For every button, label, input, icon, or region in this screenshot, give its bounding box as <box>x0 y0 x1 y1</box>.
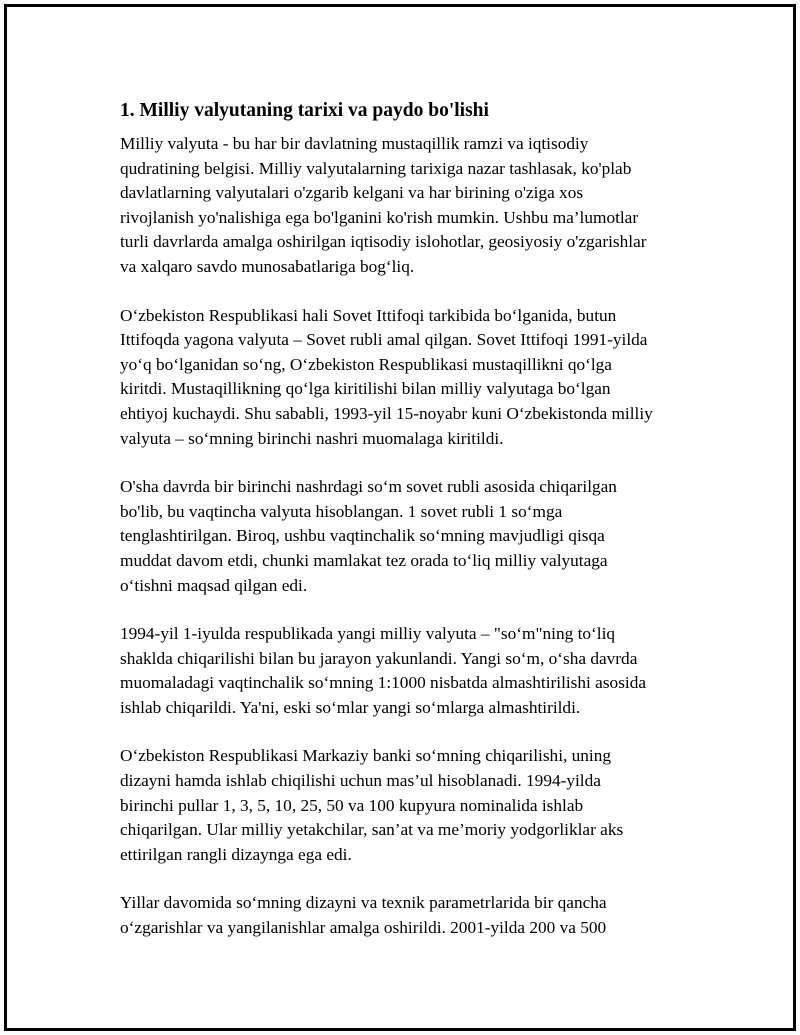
text-line: O‘zbekiston Respublikasi hali Sovet Ittifoqi tarkibida bo‘lganida, butun <box>120 305 617 325</box>
text-line: shaklda chiqarilishi bilan bu jarayon yakunlandi. Yangi so‘m, o‘sha davrda <box>120 648 638 668</box>
text-line: bo'lib, bu vaqtincha valyuta hisoblangan. 1 sovet rubli 1 so‘mga <box>120 501 563 521</box>
text-line: O'sha davrda bir birinchi nashrdagi so‘m sovet rubli asosida chiqarilgan <box>120 477 617 497</box>
text-line: o‘tishni maqsad qilgan edi. <box>120 575 308 595</box>
paragraph-4 <box>120 622 700 720</box>
text-line: ishlab chiqarildi. Ya'ni, eski so‘mlar yangi so‘mlarga almashtirildi. <box>120 697 581 717</box>
paragraph-1 <box>120 132 700 280</box>
text-line: birinchi pullar 1, 3, 5, 10, 25, 50 va 100 kupyura nominalida ishlab <box>120 795 584 815</box>
text-line: turli davrlarda amalga oshirilgan iqtisodiy islohotlar, geosiyosiy o'zgarishlar <box>120 232 647 252</box>
page-frame <box>4 4 796 1031</box>
paragraph-2 <box>120 304 700 452</box>
text-line: dizayni hamda ishlab chiqilishi uchun mas’ul hisoblanadi. 1994-yilda <box>120 771 601 791</box>
text-line: muomaladagi vaqtinchalik so‘mning 1:1000 nisbatda almashtirilishi asosida <box>120 673 647 693</box>
text-line: qudratining belgisi. Milliy valyutalarning tarixiga nazar tashlasak, ko'plab <box>120 158 632 178</box>
text-line: o‘zgarishlar va yangilanishlar amalga oshirildi. 2001-yilda 200 va 500 <box>120 918 607 938</box>
text-line: Milliy valyuta - bu har bir davlatning mustaqillik ramzi va iqtisodiy <box>120 134 589 153</box>
text-line: tenglashtirilgan. Biroq, ushbu vaqtinchalik so‘mning mavjudligi qisqa <box>120 526 605 546</box>
text-line: davlatlarning valyutalari o'zgarib kelgani va har birining o'ziga xos <box>120 183 584 203</box>
text-line: valyuta – so‘mning birinchi nashri muomalaga kiritildi. <box>120 428 504 448</box>
text-line: chiqarilgan. Ular milliy yetakchilar, san’at va me’moriy yodgorliklar aks <box>120 820 624 840</box>
paragraph-6 <box>120 891 700 940</box>
text-line: rivojlanish yo'nalishiga ega bo'lganini ko'rish mumkin. Ushbu ma’lumotlar <box>120 207 639 227</box>
text-line: kiritdi. Mustaqillikning qo‘lga kiritilishi bilan milliy valyutaga bo‘lgan <box>120 379 611 399</box>
text-line: yo‘q bo‘lganidan so‘ng, O‘zbekiston Respublikasi mustaqillikni qo‘lga <box>120 354 612 374</box>
text-line: ehtiyoj kuchaydi. Shu sababli, 1993-yil 15-noyabr kuni O‘zbekistonda milliy <box>120 403 653 423</box>
paragraph-3 <box>120 475 700 598</box>
text-line: ettirilgan rangli dizaynga ega edi. <box>120 844 352 864</box>
text-line: va xalqaro savdo munosabatlariga bog‘liq. <box>120 256 415 276</box>
text-line: muddat davom etdi, chunki mamlakat tez orada to‘liq milliy valyutaga <box>120 550 608 570</box>
text-line: Yillar davomida so‘mning dizayni va texnik parametrlarida bir qancha <box>120 893 607 913</box>
section-heading: 1. Milliy valyutaning tarixi va paydo bo'lishi <box>120 100 489 121</box>
paragraph-5 <box>120 744 700 867</box>
text-line: Ittifoqda yagona valyuta – Sovet rubli amal qilgan. Sovet Ittifoqi 1991-yilda <box>120 330 648 350</box>
text-line: O‘zbekiston Respublikasi Markaziy banki so‘mning chiqarilishi, uning <box>120 746 611 766</box>
text-line: 1994-yil 1-iyulda respublikada yangi milliy valyuta – "so‘m"ning to‘liq <box>120 624 616 644</box>
document-content <box>120 99 700 965</box>
